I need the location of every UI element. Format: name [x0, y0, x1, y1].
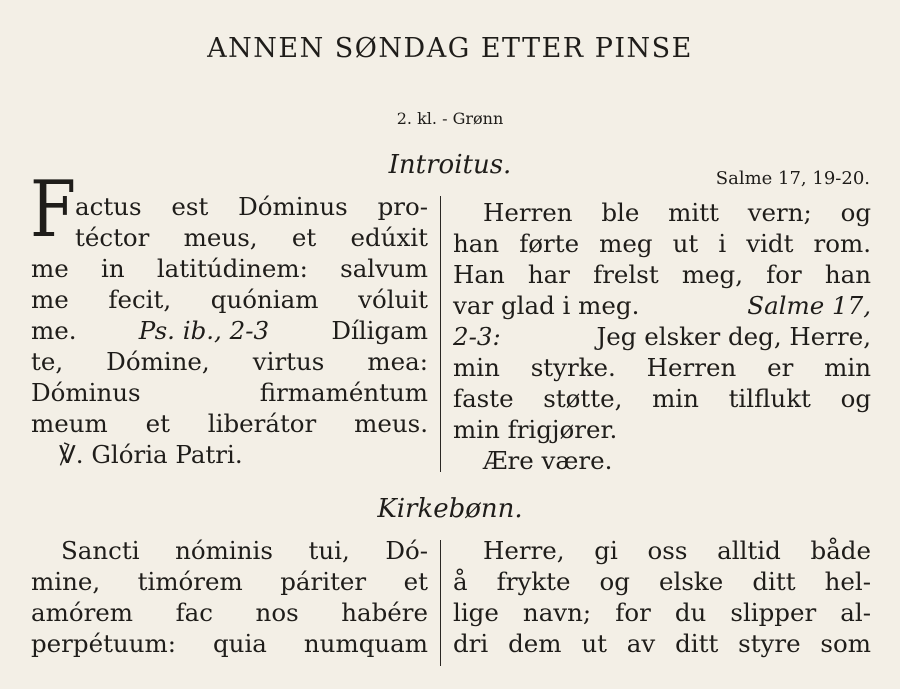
latin-line: Dóminus firmaméntum: [31, 378, 428, 407]
latin-line: [31, 315, 428, 346]
norwegian-line: Han har frelst meg, for han: [453, 260, 871, 289]
drop-cap: F: [30, 165, 75, 255]
psalm-verse-reference: 2-3:: [453, 322, 501, 351]
norwegian-line: å frykte og elske ditt hel-: [453, 567, 871, 596]
latin-word: Díligam: [331, 316, 428, 345]
latin-line: me fecit, quóniam vóluit: [31, 285, 428, 314]
latin-line: meum et liberátor meus.: [31, 409, 428, 438]
latin-line: Sancti nóminis tui, Dó-: [61, 536, 428, 565]
introitus-norwegian: [453, 197, 871, 476]
norwegian-line: dri dem ut av ditt styre som: [453, 629, 871, 658]
latin-line: amórem fac nos habére: [31, 598, 428, 627]
norwegian-line: Herren ble mitt vern; og: [483, 198, 871, 227]
norwegian-words: var glad i meg.: [453, 291, 640, 320]
latin-line: ℣. Glória Patri.: [59, 440, 243, 469]
norwegian-words: Jeg elsker deg, Herre,: [596, 322, 871, 351]
norwegian-line: [453, 321, 871, 352]
psalm-reference: Ps. ib., 2-3: [138, 316, 270, 345]
latin-word: me.: [31, 316, 77, 345]
kirkebonn-latin: [31, 535, 428, 659]
norwegian-line: [453, 290, 871, 321]
norwegian-line: Herre, gi oss alltid både: [483, 536, 871, 565]
latin-line: te, Dómine, virtus mea:: [31, 347, 428, 376]
liturgical-class: 2. kl. - Grønn: [396, 109, 504, 128]
latin-line: mine, timórem páriter et: [31, 567, 428, 596]
latin-line: actus est Dóminus pro-: [75, 192, 428, 221]
kirkebonn-heading: Kirkebønn.: [377, 494, 523, 524]
column-divider: [440, 540, 441, 666]
norwegian-line: lige navn; for du slipper al-: [453, 598, 871, 627]
introitus-reference: Salme 17, 19-20.: [715, 168, 870, 189]
latin-line: perpétuum: quia numquam: [31, 629, 428, 658]
norwegian-line: min frigjører.: [453, 415, 618, 444]
norwegian-line: Ære være.: [483, 446, 613, 475]
latin-line: téctor meus, et edúxit: [75, 223, 428, 252]
norwegian-line: min styrke. Herren er min: [453, 353, 871, 382]
kirkebonn-norwegian: [453, 535, 871, 659]
norwegian-line: han førte meg ut i vidt rom.: [453, 229, 871, 258]
norwegian-line: faste støtte, min tilflukt og: [453, 384, 871, 413]
page-title: ANNEN SØNDAG ETTER PINSE: [207, 33, 693, 64]
introitus-latin: [31, 191, 428, 470]
psalm-reference: Salme 17,: [747, 291, 871, 320]
latin-line: me in latitúdinem: salvum: [31, 254, 428, 283]
introitus-heading: Introitus.: [388, 150, 512, 180]
column-divider: [440, 196, 441, 472]
